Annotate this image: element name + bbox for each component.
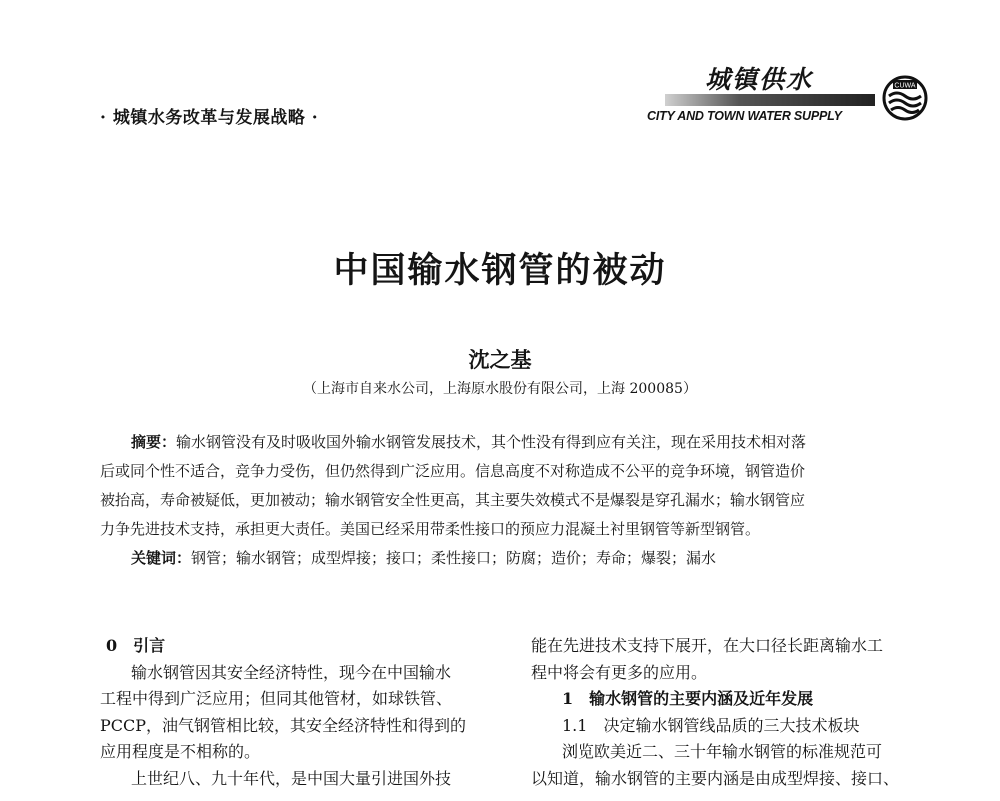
section-label: · 城镇水务改革与发展战略 · bbox=[100, 108, 319, 128]
abstract-line: 摘要：输水钢管没有及时吸收国外输水钢管发展技术，其个性没有得到应有关注，现在采用技术相对落 bbox=[131, 433, 807, 451]
section-heading-1-1: 1.1 决定输水钢管线品质的三大技术板块 bbox=[562, 715, 860, 735]
keywords-text: 钢管；输水钢管；成型焊接；接口；柔性接口；防腐；造价；寿命；爆裂；漏水 bbox=[191, 549, 717, 567]
author-name: 沈之基 bbox=[468, 347, 532, 372]
section-heading-1: 1 输水钢管的主要内涵及近年发展 bbox=[562, 689, 814, 709]
journal-logo bbox=[645, 60, 930, 130]
body-line: PCCP，油气钢管相比较，其安全经济特性和得到的 bbox=[100, 715, 467, 735]
body-line: 工程中得到广泛应用；但同其他管材，如球铁管、 bbox=[100, 689, 453, 709]
body-line: 上世纪八、九十年代，是中国大量引进国外技 bbox=[131, 768, 452, 788]
article-title: 中国输水钢管的被动 bbox=[333, 250, 667, 291]
body-column-right bbox=[531, 633, 931, 793]
logo-bar bbox=[665, 94, 875, 106]
emblem-label: CUWA bbox=[894, 82, 916, 90]
abstract-line: 后或同个性不适合，竞争力受伤，但仍然得到广泛应用。信息高度不对称造成不公平的竞争环境，钢管造价 bbox=[100, 462, 806, 480]
body-line: 浏览欧美近二、三十年输水钢管的标准规范可 bbox=[562, 742, 883, 762]
journal-name-cn: 城镇供水 bbox=[705, 65, 814, 94]
body-line: 能在先进技术支持下展开，在大口径长距离输水工 bbox=[531, 636, 884, 655]
abstract-line: 力争先进技术支持，承担更大责任。美国已经采用带柔性接口的预应力混凝土衬里钢管等新型钢管。 bbox=[100, 520, 761, 538]
section-heading-intro: 0 引言 bbox=[106, 636, 166, 655]
body-line: 程中将会有更多的应用。 bbox=[531, 662, 708, 682]
body-line: 应用程度是不相称的。 bbox=[100, 742, 261, 762]
water-emblem-icon bbox=[881, 74, 929, 122]
author-affiliation: （上海市自来水公司，上海原水股份有限公司，上海 200085） bbox=[303, 381, 697, 397]
keywords bbox=[131, 547, 716, 568]
body-line: 输水钢管因其安全经济特性，现今在中国输水 bbox=[131, 662, 452, 682]
abstract-label: 摘要： bbox=[131, 433, 177, 451]
body-column-left bbox=[100, 633, 500, 793]
abstract bbox=[100, 428, 930, 544]
journal-name-en: CITY AND TOWN WATER SUPPLY bbox=[647, 109, 842, 123]
body-line: 以知道，输水钢管的主要内涵是由成型焊接、接口、 bbox=[531, 768, 900, 788]
abstract-line: 被抬高，寿命被疑低，更加被动；输水钢管安全性更高，其主要失效模式不是爆裂是穿孔漏水；输水钢管应 bbox=[100, 491, 806, 509]
keywords-label: 关键词： bbox=[131, 549, 192, 567]
